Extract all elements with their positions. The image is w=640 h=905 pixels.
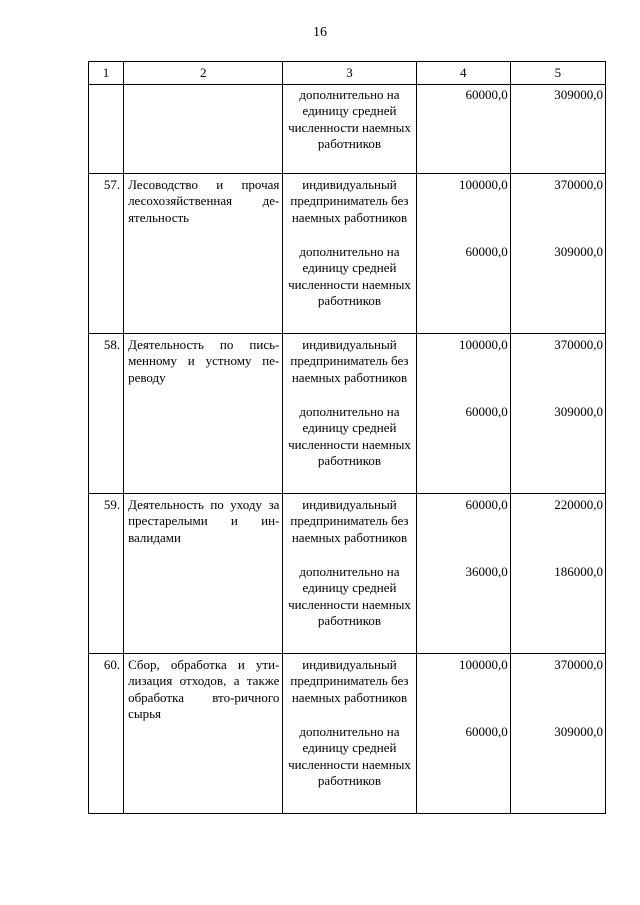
activity-name-cell: Деятельность по уходу за престарелыми и ин-валидами [124, 494, 283, 654]
row-number-cell: 57. [89, 174, 124, 334]
row-number-cell: 59. [89, 494, 124, 654]
col4-cell [416, 334, 510, 494]
header-cell-4: 4 [416, 62, 510, 85]
taxpayer-kind: дополнительно на единицу средней численности наемных работников [288, 87, 411, 152]
taxpayer-kind: индивидуальный предприниматель без наемных работников [290, 337, 409, 385]
taxpayer-kind: индивидуальный предприниматель без наемных работников [290, 177, 409, 225]
col5-cell [510, 174, 605, 334]
row-number-cell: 60. [89, 654, 124, 814]
activity-name-cell: Сбор, обработка и ути-лизация отходов, а также обработка вто-ричного сырья [124, 654, 283, 814]
row-number-cell [89, 85, 124, 174]
col5-cell [510, 334, 605, 494]
col5-cell [510, 494, 605, 654]
header-cell-2: 2 [124, 62, 283, 85]
taxpayer-kind: дополнительно на единицу средней численности наемных работников [288, 564, 411, 629]
col5-value: 309000,0 [554, 404, 603, 419]
col5-value: 220000,0 [554, 497, 603, 512]
col5-value: 370000,0 [554, 337, 603, 352]
col5-value: 370000,0 [554, 177, 603, 192]
page-number: 16 [313, 25, 327, 40]
taxpayer-kind: дополнительно на единицу средней численности наемных работников [288, 404, 411, 469]
taxpayer-kind-cell [283, 494, 416, 654]
taxpayer-kind-cell [283, 85, 416, 174]
taxpayer-kind-cell [283, 654, 416, 814]
col4-cell [416, 654, 510, 814]
taxpayer-kind: дополнительно на единицу средней численности наемных работников [288, 244, 411, 309]
taxpayer-kind: индивидуальный предприниматель без наемных работников [290, 657, 409, 705]
header-cell-3: 3 [283, 62, 416, 85]
table-row-continuation [89, 85, 606, 174]
col5-value: 309000,0 [554, 244, 603, 259]
row-number-cell: 58. [89, 334, 124, 494]
col4-value: 60000,0 [465, 497, 508, 512]
col4-value: 60000,0 [465, 244, 508, 259]
table-row [89, 334, 606, 494]
taxpayer-kind-cell [283, 334, 416, 494]
activity-name-cell: Деятельность по пись-менному и устному пе-реводу [124, 334, 283, 494]
col5-value: 309000,0 [554, 87, 603, 102]
table-row [89, 494, 606, 654]
col5-cell [510, 654, 605, 814]
col4-value: 100000,0 [459, 657, 508, 672]
header-cell-5: 5 [510, 62, 605, 85]
table-header-row [89, 62, 606, 85]
col5-cell [510, 85, 605, 174]
col4-cell [416, 174, 510, 334]
taxpayer-kind: дополнительно на единицу средней численности наемных работников [288, 724, 411, 789]
col4-value: 100000,0 [459, 177, 508, 192]
taxpayer-kind: индивидуальный предприниматель без наемных работников [290, 497, 409, 545]
activity-name-cell [124, 85, 283, 174]
col4-value: 36000,0 [465, 564, 508, 579]
taxpayer-kind-cell [283, 174, 416, 334]
col4-value: 100000,0 [459, 337, 508, 352]
col5-value: 186000,0 [554, 564, 603, 579]
col4-value: 60000,0 [465, 724, 508, 739]
table-row [89, 174, 606, 334]
activity-name-cell: Лесоводство и прочая лесохозяйственная де-ятельность [124, 174, 283, 334]
col4-value: 60000,0 [465, 87, 508, 102]
header-cell-1: 1 [89, 62, 124, 85]
tax-rate-table [88, 61, 606, 814]
col4-value: 60000,0 [465, 404, 508, 419]
col5-value: 370000,0 [554, 657, 603, 672]
col5-value: 309000,0 [554, 724, 603, 739]
col4-cell [416, 85, 510, 174]
col4-cell [416, 494, 510, 654]
table-row [89, 654, 606, 814]
